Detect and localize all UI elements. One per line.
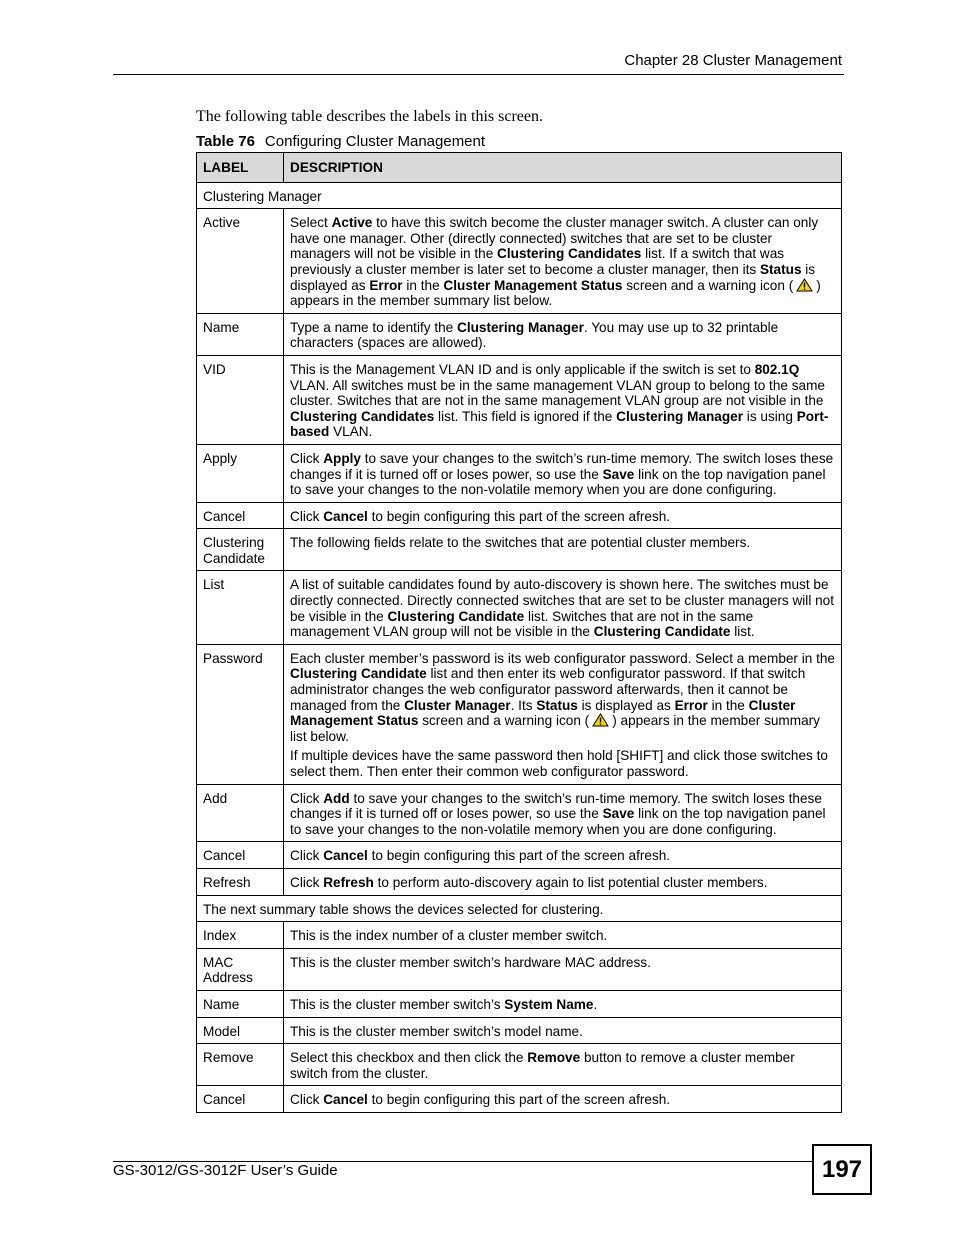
table-row — [197, 529, 842, 571]
table-caption — [196, 133, 485, 150]
table-header-row — [197, 153, 842, 183]
warning-icon — [592, 713, 609, 727]
table-row — [197, 784, 842, 842]
intro-text: The following table describes the labels in this screen. — [196, 108, 544, 125]
table-row — [197, 355, 842, 444]
table-row — [197, 990, 842, 1017]
row-label: Refresh — [197, 868, 284, 895]
row-description: This is the cluster member switch’s model name. — [284, 1017, 842, 1044]
warning-icon — [796, 278, 813, 292]
row-description: This is the index number of a cluster member switch. — [284, 922, 842, 949]
description-column-header: DESCRIPTION — [284, 153, 842, 183]
row-description: Click Apply to save your changes to the switch’s run-time memory. The switch loses these changes if it is turned off or loses power, so use the Save link on the top navigation panel to save your changes to the non-volatile memory when you are done configuring. — [284, 444, 842, 502]
row-description: Type a name to identify the Clustering Manager. You may use up to 32 printable characters (spaces are allowed). — [284, 313, 842, 355]
row-description: Click Cancel to begin configuring this part of the screen afresh. — [284, 842, 842, 869]
row-description: Click Cancel to begin configuring this part of the screen afresh. — [284, 502, 842, 529]
row-label: Cancel — [197, 1086, 284, 1113]
table-row — [197, 842, 842, 869]
row-description: This is the cluster member switch’s System Name. — [284, 990, 842, 1017]
row-label: Password — [197, 644, 284, 784]
table-row — [197, 444, 842, 502]
row-description: This is the cluster member switch’s hardware MAC address. — [284, 948, 842, 990]
row-label: Name — [197, 990, 284, 1017]
label-column-header: LABEL — [197, 153, 284, 183]
row-description: This is the Management VLAN ID and is only applicable if the switch is set to 802.1Q VLAN. All switches must be in the same management VLAN group to belong to the same cluster. Switches that are not in the same management VLAN group are not visible in the Clustering Candidates list. This field is ignored if the Clustering Manager is using Port-based VLAN. — [284, 355, 842, 444]
description-table — [196, 152, 842, 1113]
section-row-summary — [197, 895, 842, 922]
table-row — [197, 502, 842, 529]
table-row — [197, 644, 842, 784]
page-number: 197 — [812, 1144, 872, 1195]
row-description: Click Refresh to perform auto-discovery again to list potential cluster members. — [284, 868, 842, 895]
row-label: Add — [197, 784, 284, 842]
table-number: Table 76 — [196, 133, 255, 150]
row-description: Click Cancel to begin configuring this part of the screen afresh. — [284, 1086, 842, 1113]
section-heading: The next summary table shows the devices selected for clustering. — [197, 895, 842, 922]
section-heading: Clustering Manager — [197, 182, 842, 209]
table-row — [197, 922, 842, 949]
chapter-header: Chapter 28 Cluster Management — [624, 52, 842, 69]
row-label: Active — [197, 209, 284, 314]
row-label: VID — [197, 355, 284, 444]
table-row — [197, 948, 842, 990]
table-title: Configuring Cluster Management — [264, 133, 486, 150]
row-label: MAC Address — [197, 948, 284, 990]
row-label: Clustering Candidate — [197, 529, 284, 571]
row-description: Select this checkbox and then click the Remove button to remove a cluster member switch from the cluster. — [284, 1044, 842, 1086]
table-row — [197, 1086, 842, 1113]
section-row-clustering-manager — [197, 182, 842, 209]
table-row — [197, 1044, 842, 1086]
row-description: The following fields relate to the switches that are potential cluster members. — [284, 529, 842, 571]
table-row — [197, 571, 842, 644]
table-row — [197, 313, 842, 355]
row-label: Index — [197, 922, 284, 949]
row-label: Name — [197, 313, 284, 355]
row-label: Remove — [197, 1044, 284, 1086]
row-description: A list of suitable candidates found by auto-discovery is shown here. The switches must be directly connected. Directly connected switches that are set to be cluster managers will not be visible in the Clustering Candidate list. Switches that are not in the same management VLAN group will not be visible in the Clustering Candidate list. — [284, 571, 842, 644]
row-description: Click Add to save your changes to the switch’s run-time memory. The switch loses these changes if it is turned off or loses power, so use the Save link on the top navigation panel to save your changes to the non-volatile memory when you are done configuring. — [284, 784, 842, 842]
row-label: Apply — [197, 444, 284, 502]
footer-guide-title: GS-3012/GS-3012F User’s Guide — [113, 1162, 338, 1179]
row-label: Cancel — [197, 842, 284, 869]
table-row — [197, 1017, 842, 1044]
row-description: Select Active to have this switch become the cluster manager switch. A cluster can only have one manager. Other (directly connected) switches that are set to be cluster managers will not be visible in the Clustering Candidates list. If a switch that was previously a cluster member is later set to become a cluster manager, then its Status is displayed as Error in the Cluster Management Status screen and a warning icon ( ) appears in the member summary list below. — [284, 209, 842, 314]
row-label: Cancel — [197, 502, 284, 529]
row-label: Model — [197, 1017, 284, 1044]
row-description: Each cluster member’s password is its web configurator password. Select a member in the Clustering Candidate list and then enter its web configurator password. If that switch administrator changes the web configurator password afterwards, then it cannot be managed from the Cluster Manager. Its Status is displayed as Error in the Cluster Management Status screen and a warning icon ( ) appears in the member summary list below. If multiple devices have the same password then hold [SHIFT] and click those switches to select them. Then enter their common web configurator password. — [284, 644, 842, 784]
header-rule — [113, 74, 844, 75]
row-label: List — [197, 571, 284, 644]
table-row — [197, 209, 842, 314]
table-row — [197, 868, 842, 895]
